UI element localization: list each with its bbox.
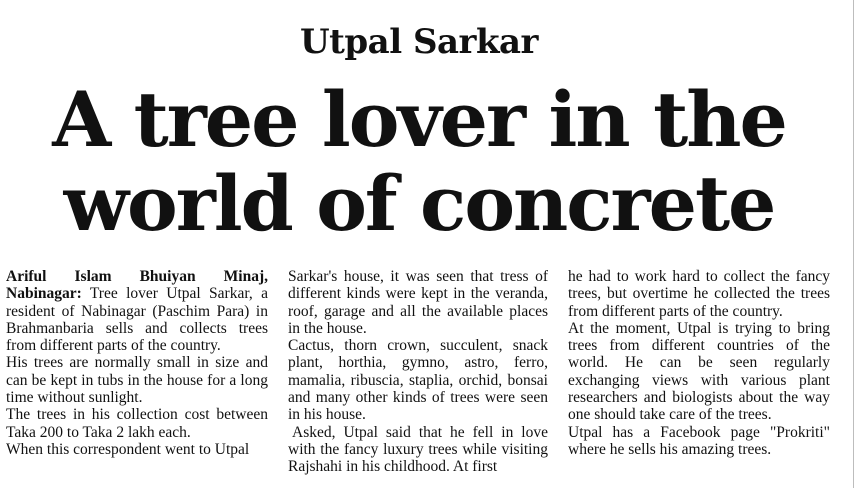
paragraph: When this correspondent went to Utpal [6, 440, 250, 458]
body-column-3 [568, 268, 830, 488]
headline: A tree lover in the world of concrete [52, 75, 786, 248]
paragraph: At the moment, Utpal is trying to bring trees from different countries of the world. He can be seen regularly exchanging views with various plant researchers and biologists about the way one should take care of the trees. [568, 319, 830, 424]
paragraph: His trees are normally small in size and can be kept in tubs in the house for a long time without sunlight. [6, 354, 268, 407]
body-column-1 [6, 268, 268, 488]
paragraph: he had to work hard to collect the fancy trees, but overtime he collected the trees from different parts of the country. [568, 268, 830, 320]
paragraph [6, 268, 268, 354]
paragraph: Cactus, thorn crown, succulent, snack plant, horthia, gymno, astro, ferro, mamalia, ribuscia, staplia, orchid, bonsai and many other kinds of trees were seen in his house. [288, 337, 548, 424]
kicker: Utpal Sarkar [300, 22, 538, 62]
paragraph: Utpal has a Facebook page "Prokriti" where he sells his amazing trees. [568, 423, 830, 458]
paragraph: The trees in his collection cost between Taka 200 to Taka 2 lakh each. [6, 406, 268, 441]
paragraph: Asked, Utpal said that he fell in love with the fancy luxury trees while visiting Rajshahi in his childhood. At first [288, 423, 548, 476]
byline: Ariful Islam Bhuiyan Minaj, Nabinagar: [6, 268, 268, 303]
paragraph: Sarkar's house, it was seen that tress of different kinds were kept in the veranda, roof, garage and all the available places in the house. [288, 268, 548, 337]
paragraph-text: Tree lover Utpal Sarkar, a resident of Nabinagar (Paschim Para) in Brahmanbaria sells and collects trees from different parts of the country. [6, 285, 268, 355]
body-column-2 [288, 268, 548, 488]
